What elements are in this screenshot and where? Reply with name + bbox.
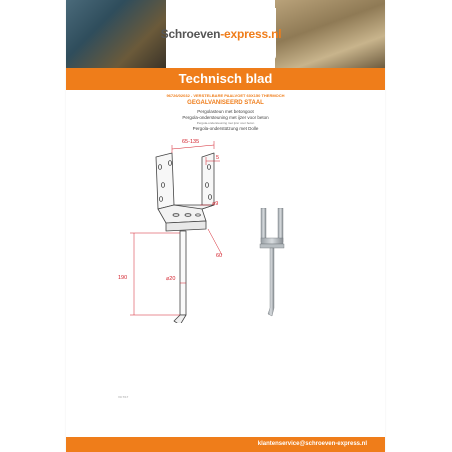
tools-photo	[66, 0, 166, 68]
brand-name: Schroeven	[160, 27, 221, 41]
product-material: GEGALVANISEERD STAAL	[187, 100, 264, 106]
screws-photo	[275, 0, 385, 68]
dimension-width-range: 65-135	[182, 139, 200, 145]
product-name: Pergola-onderstützung met Dolle	[192, 126, 259, 131]
header-banner	[66, 0, 385, 68]
footer-email[interactable]: klantenservice@schroeven-express.nl	[257, 441, 367, 447]
dimension-hole: ⌀9	[212, 201, 219, 207]
dimension-pin-diameter: ⌀20	[166, 276, 176, 282]
product-name: Pergola-ondersteuning met ijzer voor beton	[182, 115, 269, 120]
footer-bar	[66, 437, 385, 452]
dimension-thickness: 5	[216, 155, 220, 161]
brand-domain: -express.nl	[220, 27, 282, 41]
page-title: Technisch blad	[66, 68, 385, 90]
product-photo	[251, 208, 291, 320]
datasheet-page	[66, 0, 385, 452]
brand-logo	[161, 27, 282, 41]
product-name-small: Pergola-ondersteuning met ijzer voor beton	[196, 121, 255, 125]
technical-drawing	[114, 133, 224, 323]
dimension-height: 190	[118, 275, 128, 281]
product-specs	[66, 93, 385, 132]
product-name: Pergolasteun met betongoot	[197, 109, 254, 114]
document-version: V0.7/17	[118, 395, 129, 399]
dimension-depth: 60	[216, 253, 223, 259]
product-code: 96726/02032 - VERSTELBARE PAALVOET 60X150 THERMOCH	[166, 93, 285, 98]
logo-box	[160, 8, 282, 60]
